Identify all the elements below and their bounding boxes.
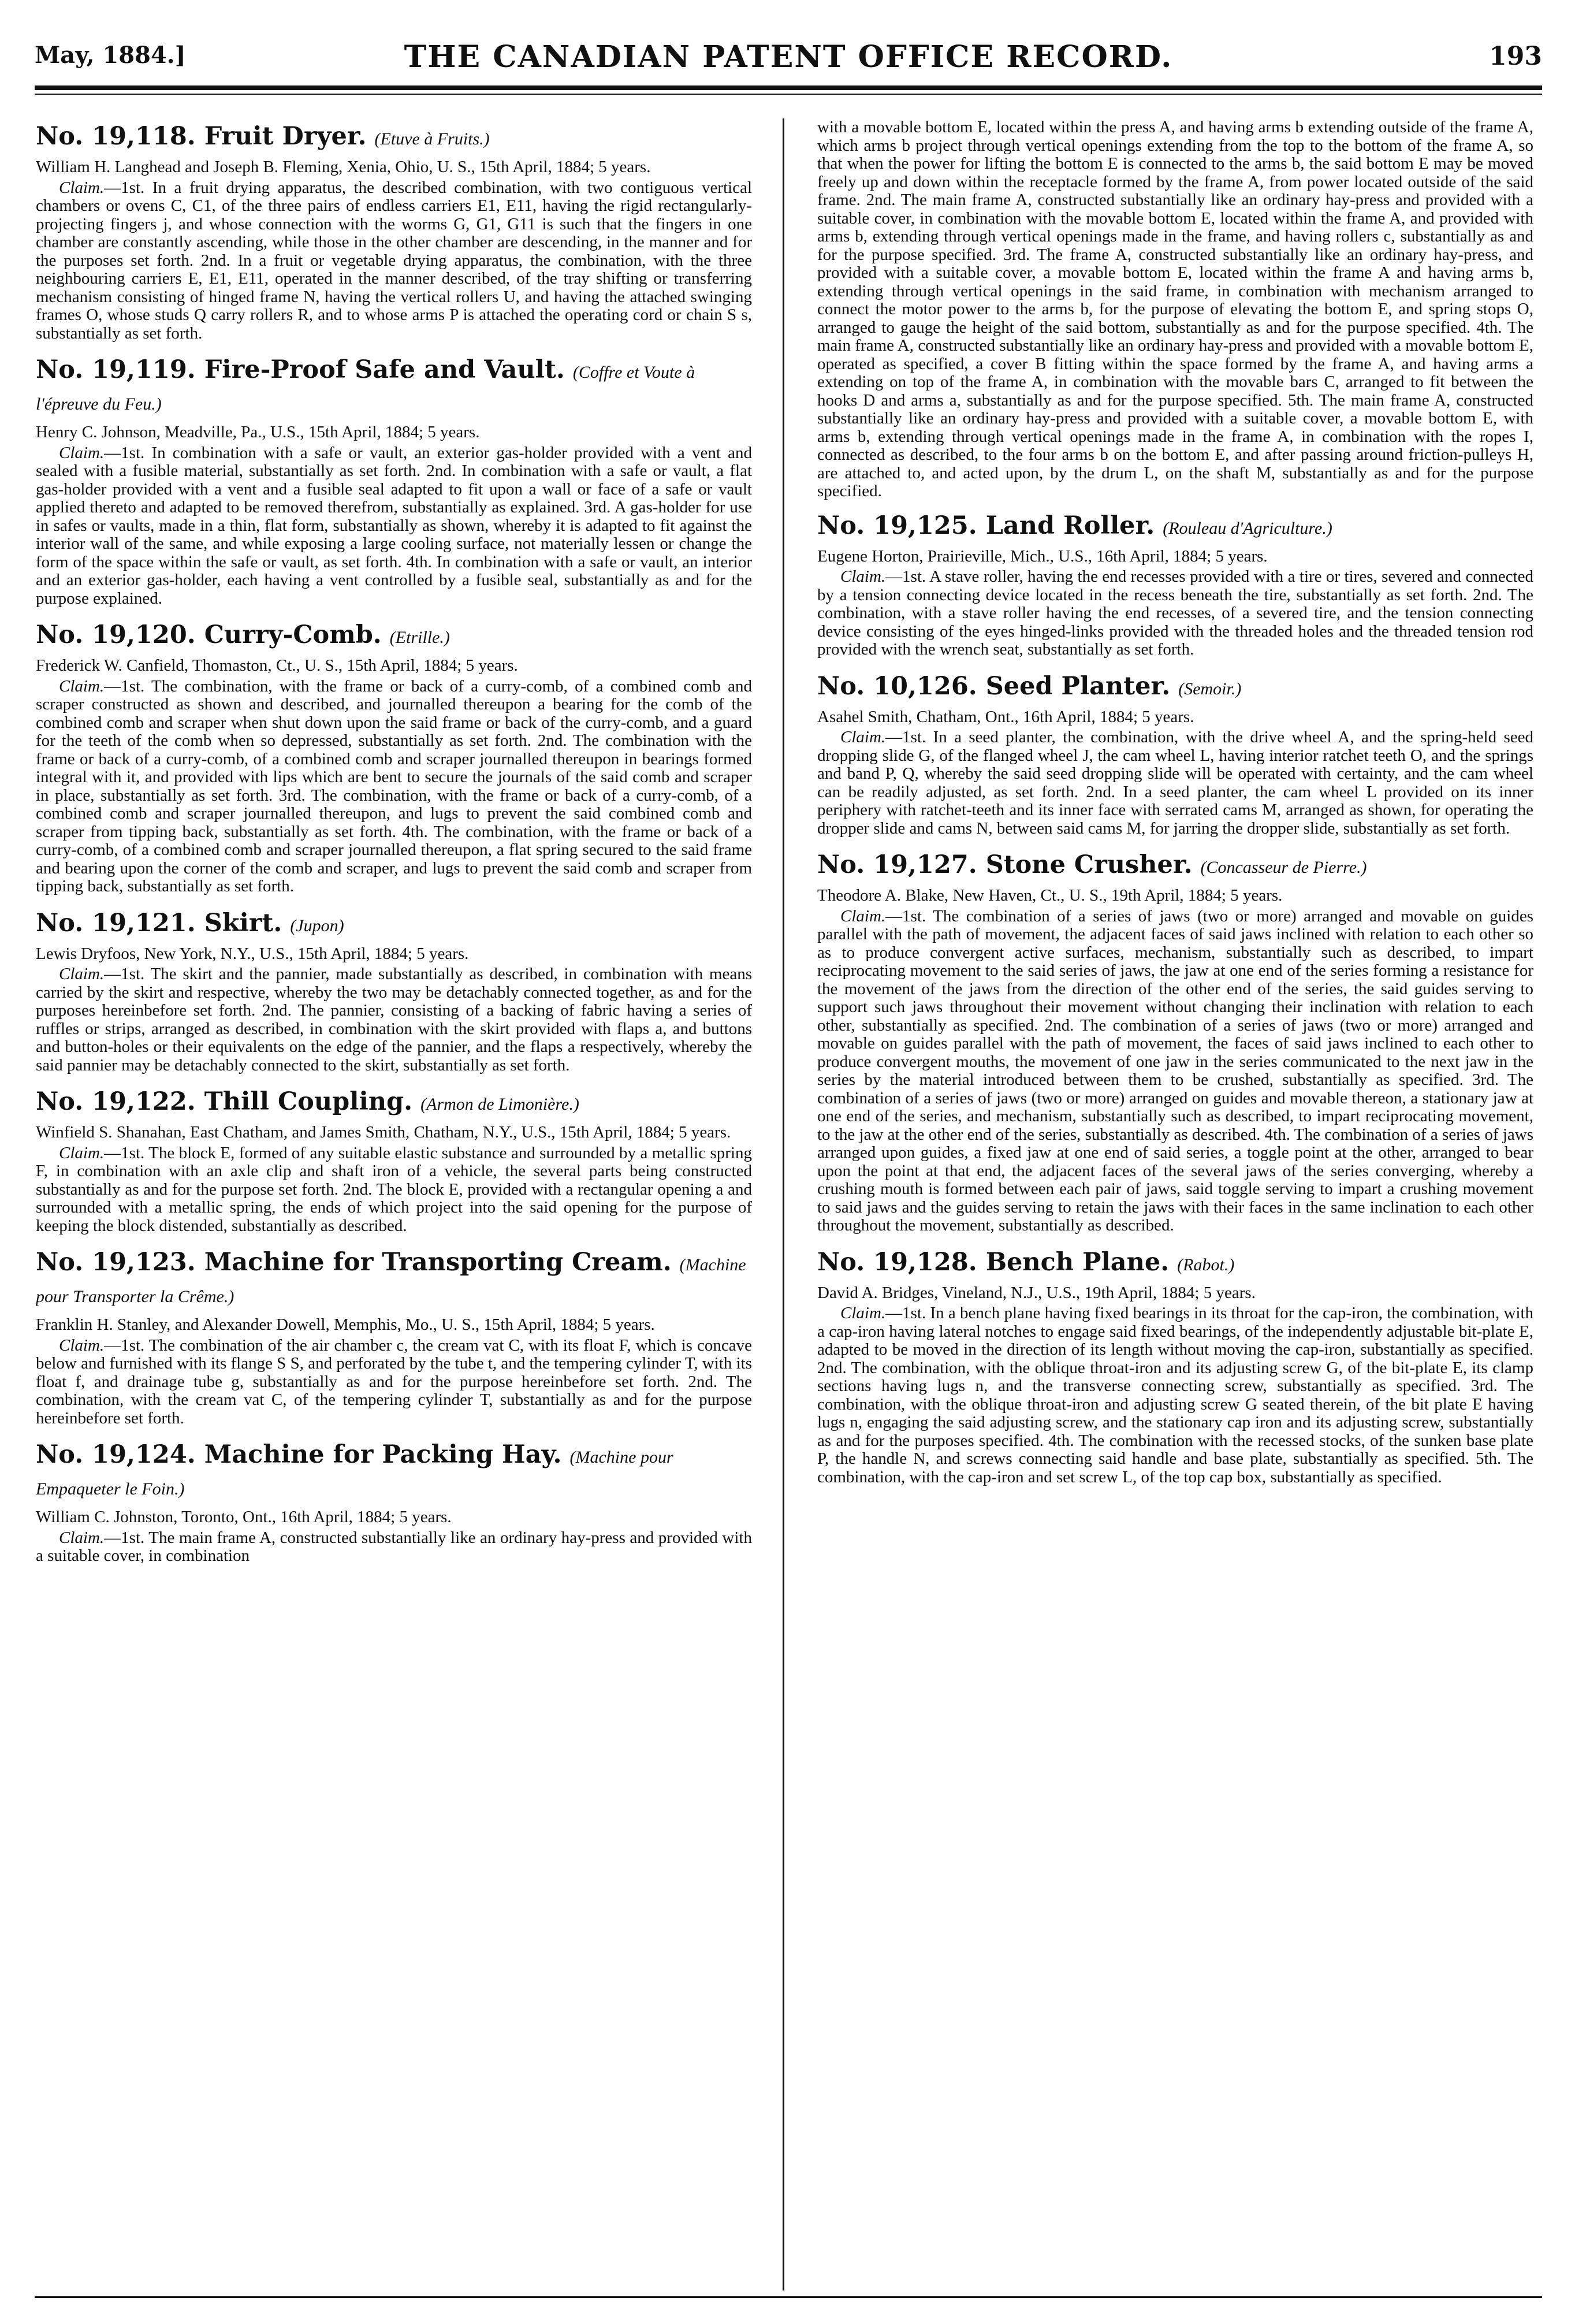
patent-inventors: Eugene Horton, Prairieville, Mich., U.S., 16th April, 1884; 5 years. <box>817 546 1268 566</box>
patent-number: No. 19,127. <box>817 850 977 879</box>
claim-label: Claim. <box>59 676 105 696</box>
patent-heading <box>36 620 752 652</box>
patent-name: Fruit Dryer. <box>204 122 367 151</box>
patent-entry <box>36 122 752 343</box>
patent-entry <box>817 672 1533 838</box>
patent-inventors: David A. Bridges, Vineland, N.J., U.S., 19th April, 1884; 5 years. <box>817 1283 1256 1302</box>
patent-name: Land Roller. <box>985 511 1155 540</box>
claim-label: Claim. <box>59 443 105 462</box>
claim-label: Claim. <box>59 965 105 983</box>
left-column <box>36 118 752 2290</box>
claim-text: —1st. The combination of a series of jaws (two or more) arranged and movable on guides parallel with the path of movement, the adjacent faces of said jaws inclined with relation to each other so as to produce convergent active surfaces, mechanism, substantially such as described, to impart reciprocating movement to the said series of jaws, the jaw at one end of the series forming a resistance for the movement of the jaws from the direction of the other end of the series, the said guides serving to support such jaws throughout their movement without changing their inclination with relation to each other, substantially as specified. 2nd. The combination of a series of jaws (two or more) arranged and movable on guides parallel with the path of movement, the faces of said jaws inclined to each other to produce convergent mouths, the movement of one jaw in the series communicated to the next jaw in the series by the material introduced between them to be crushed, substantially as specified. 3rd. The combination of a series of jaws (two or more) arranged on guides and movable thereon, a stationary jaw at one end of the series, and mechanism, substantially such as described, to impart reciprocating movement, to the jaw at the other end of the series, substantially as described. 4th. The combination of a series of jaws arranged upon guides, a fixed jaw at one end of said series, a toggle point at the other, arranged to bear upon the point at that end, the adjacent faces of the several jaws of the series converging, whereby a crushing mouth is formed between each pair of jaws, said toggle serving to impart a crushing movement to said jaws and the guides serving to retain the jaws with their faces in the same inclination to each other throughout the movement, substantially as described. <box>817 906 1533 1234</box>
patent-claim <box>817 568 1533 659</box>
patent-french-name: (Rabot.) <box>1177 1255 1235 1274</box>
claim-text: —1st. A stave roller, having the end recesses provided with a tire or tires, severed and connected by a tension connecting device located in the recess beneath the tire, substantially as set forth. 2nd. The combination, with a stave roller having the end recesses, of a severed tire, and the tension connecting device consisting of the eyes hinged-links provided with the threaded holes and the threaded tension rod provided with the wrench seat, substantially as set forth. <box>817 567 1533 659</box>
patent-name: Machine for Transporting Cream. <box>204 1248 672 1277</box>
patent-french-name: (Coffre et Voute à l'épreuve du Feu.) <box>36 363 695 414</box>
claim-text: —1st. In a fruit drying apparatus, the described combination, with two contiguous vertical chambers or ovens C, C1, of the three pairs of endless carriers E1, E11, having the rigid rectangularly-projecting fingers j, and whose connection with the worms G, G1, G11 is such that the fingers in one chamber are constantly ascending, while those in the other chamber are descending, in the manner and for the purposes set forth. 2nd. In a fruit or vegetable drying apparatus, the combination, with the three neighbouring carriers E, E1, E11, operated in the manner described, of the tray shifting or transferring mechanism consisting of hinged frame N, having the vertical rollers U, and having the attached swinging frames O, whose studs Q carry rollers R, and to whose arms P is attached the operating cord or chain S s, substantially as set forth. <box>36 178 752 343</box>
claim-label: Claim. <box>59 178 105 197</box>
patent-number: No. 19,124. <box>36 1440 196 1469</box>
patent-claim <box>817 908 1533 1235</box>
patent-number: No. 19,121. <box>36 908 196 938</box>
claim-label: Claim. <box>59 1528 105 1547</box>
patent-claim <box>36 179 752 343</box>
patent-claim <box>817 728 1533 838</box>
patent-french-name: (Etrille.) <box>389 628 450 647</box>
issue-date: May, 1884.] <box>35 42 186 69</box>
patent-heading <box>36 1087 752 1119</box>
patent-name: Bench Plane. <box>985 1247 1170 1277</box>
claim-text: —1st. In a bench plane having fixed bearings in its throat for the cap-iron, the combination, with a cap-iron having lateral notches to engage said fixed bearings, of the independently adjustable bit-plate E, adapted to be moved in the direction of its length without moving the cap-iron, substantially as specified. 2nd. The combination, with the oblique throat-iron and its adjusting screw G, of the bit-plate E, its clamp sections having lugs n, and the transverse connecting screw, substantially as specified. 3rd. The combination, with the oblique throat-iron and adjusting screw G seated therein, of the bit plate E having lugs n, engaging the said adjusting screw, and the stationary cap iron and its adjusting screw, substantially as and for the purposes specified. 4th. The combination with the recessed stocks, of the sunken base plate P, the handle N, and screws connecting said handle and base plate, substantially as specified. 5th. The combination, with the cap-iron and set screw L, of the top cap box, substantially as specified. <box>817 1304 1533 1486</box>
patent-french-name: (Rouleau d'Agriculture.) <box>1163 518 1332 538</box>
patent-name: Seed Planter. <box>985 671 1171 701</box>
patent-number: No. 19,120. <box>36 620 196 649</box>
patent-entry <box>817 511 1533 659</box>
patent-heading <box>36 122 752 154</box>
patent-entry <box>36 909 752 1075</box>
claim-text: —1st. The skirt and the pannier, made substantially as described, in combination with means carried by the skirt and respective, whereby the two may be detachably connected together, as and for the purposes hereinbefore set forth. 2nd. The pannier, consisting of a backing of fabric having a series of ruffles or strips, arranged as described, in combination with the skirt provided with flaps a, and buttons and button-holes or their equivalents on the edge of the pannier, and the flaps a respectively, whereby the said pannier may be detachably connected to the skirt, substantially as set forth. <box>36 965 752 1074</box>
patent-name: Machine for Packing Hay. <box>204 1440 562 1469</box>
claim-text: —1st. The block E, formed of any suitable elastic substance and surrounded by a metallic spring F, in combination with an axle clip and shaft iron of a vehicle, the several parts being constructed substantially as and for the purpose set forth. 2nd. The block E, provided with a rectangular opening a and surrounded with a metallic spring, the ends of which project into the said opening for the purpose of keeping the block distended, substantially as described. <box>36 1143 752 1235</box>
patent-inventors: Theodore A. Blake, New Haven, Ct., U. S., 19th April, 1884; 5 years. <box>817 886 1283 905</box>
patent-heading <box>36 1440 752 1504</box>
patent-name: Fire-Proof Safe and Vault. <box>204 355 565 384</box>
patent-entry <box>36 1087 752 1235</box>
patent-name: Thill Coupling. <box>204 1087 413 1116</box>
claim-text: —1st. The combination of the air chamber c, the cream vat C, with its float F, which is concave below and furnished with its flange S S, and perforated by the tube t, and the tempering cylinder T, with its float f, and drainage tube g, substantially as and for the purpose hereinbefore set forth. 2nd. The combination, with the cream vat C, of the tempering cylinder T, substantially as and for the purpose hereinbefore set forth. <box>36 1336 752 1427</box>
header-rule-thick <box>35 85 1542 90</box>
patent-entry <box>36 1248 752 1427</box>
claim-label: Claim. <box>840 1304 886 1322</box>
patent-inventors: William H. Langhead and Joseph B. Fleming, Xenia, Ohio, U. S., 15th April, 1884; 5 years. <box>36 158 651 176</box>
patent-number: No. 19,123. <box>36 1248 196 1277</box>
patent-number: No. 10,126. <box>817 671 977 701</box>
patent-heading <box>36 1248 752 1311</box>
patent-name: Stone Crusher. <box>985 850 1193 879</box>
right-column <box>817 118 1533 2290</box>
patent-entry <box>36 355 752 608</box>
patent-inventors: Asahel Smith, Chatham, Ont., 16th April, 1884; 5 years. <box>817 707 1194 726</box>
patent-number: No. 19,119. <box>36 355 196 384</box>
patent-claim <box>36 444 752 608</box>
claim-label: Claim. <box>59 1336 105 1355</box>
patent-name: Skirt. <box>204 908 282 938</box>
publication-title: THE CANADIAN PATENT OFFICE RECORD. <box>404 39 1173 75</box>
patent-heading <box>36 355 752 419</box>
patent-entry <box>817 850 1533 1235</box>
patent-french-name: (Jupon) <box>290 916 344 935</box>
claim-text: —1st. In combination with a safe or vault, an exterior gas-holder provided with a vent and sealed with a fusible material, substantially as set forth. 2nd. In combination with a safe or vault, a flat gas-holder provided with a vent and a fusible seal adapted to fit upon a wall or face of a safe or vault applied thereto and adapted to be removed therefrom, substantially as explained. 3rd. A gas-holder for use in safes or vaults, made in a thin, flat form, substantially as shown, whereby it is adapted to fit against the interior wall of the same, and while exposing a large cooling surface, not materially lessen or change the form of the space within the safe or vault, as set forth. 4th. In combination with a safe or vault, an interior and an exterior gas-holder, each having a vent controlled by a fusible seal, substantially as and for the purpose explained. <box>36 443 752 608</box>
claim-text: —1st. The combination, with the frame or back of a curry-comb, of a combined comb and scraper constructed as shown and described, and journalled thereupon a bearing for the comb of the combined comb and scraper when shut down upon the said frame or back of the curry-comb, and a guard for the teeth of the comb when so depressed, substantially as set forth. 2nd. The combination with the frame or back of a curry-comb, of a combined comb and scraper journalled thereupon in bearings formed integral with it, and provided with lips which are bent to secure the journals of the said comb and scraper in place, substantially as set forth. 3rd. The combination, with the frame or back of a curry-comb, of a combined comb and scraper journalled thereupon, and lugs to prevent the said combined comb and scraper from tipping back, substantially as set forth. 4th. The combination, with the frame or back of a curry-comb, of a combined comb and scraper journalled thereupon, a flat spring secured to the said frame and bearing upon the corner of the comb and scraper, and lugs to prevent the said comb and scraper from tipping back, substantially as set forth. <box>36 676 752 895</box>
patent-entry <box>817 1248 1533 1487</box>
patent-french-name: (Concasseur de Pierre.) <box>1200 858 1367 877</box>
patent-heading <box>36 909 752 940</box>
patent-claim <box>36 1529 752 1566</box>
continued-claim-text: with a movable bottom E, located within the press A, and having arms b extending outside of the frame A, which arms b project through vertical openings extending from the top to the bottom of the frame A, so that when the power for lifting the bottom E is connected to the arms b, the said bottom E may be moved freely up and down within the receptacle formed by the frame A, from power located outside of the said frame. 2nd. The main frame A, constructed substantially like an ordinary hay-press and provided with a suitable cover, in combination with the movable bottom E, located within the frame A, and provided with arms b, extending through vertical openings made in the frame, and having rollers c, substantially as and for the purpose specified. 3rd. The frame A, constructed substantially like an ordinary hay-press, and provided with a suitable cover, a movable bottom E, located within the frame A and having arms b, extending through vertical openings in the said frame, in combination with mechanism arranged to connect the motor power to the arms b, for the purpose of elevating the bottom E, and spring stops O, arranged to gauge the height of the said bottom, substantially as and for the purpose specified. 4th. The main frame A, constructed substantially like an ordinary hay-press and provided with a movable bottom E, operated as specified, a cover B fitting within the space formed by the frame A, and having arms a extending on top of the frame A, in combination with the movable bars C, arranged to fit between the hooks D and arms a, substantially as and for the purpose specified. 5th. The main frame A, constructed substantially like an ordinary hay-press and provided with a suitable cover, a movable bottom E, with arms b, extending through vertical openings made in the frame A, in combination with the ropes I, connected as described, to the four arms b on the bottom E, and after passing around friction-pulleys H, are attached to, and acted upon, by the drum L, on the shaft M, substantially as and for the purpose specified. <box>817 118 1533 500</box>
patent-claim <box>36 1144 752 1236</box>
patent-french-name: (Etuve à Fruits.) <box>374 129 490 148</box>
patent-inventors: Frederick W. Canfield, Thomaston, Ct., U. S., 15th April, 1884; 5 years. <box>36 656 518 675</box>
patent-claim <box>36 1337 752 1428</box>
patent-heading <box>817 850 1533 882</box>
patent-heading <box>817 1248 1533 1280</box>
patent-claim <box>36 965 752 1074</box>
patent-number: No. 19,118. <box>36 122 196 151</box>
patent-number: No. 19,128. <box>817 1247 977 1277</box>
patent-number: No. 19,125. <box>817 511 977 540</box>
patent-entry <box>36 1440 752 1566</box>
patent-heading <box>817 672 1533 704</box>
column-divider <box>783 118 784 2290</box>
claim-label: Claim. <box>840 728 886 746</box>
claim-text: —1st. The main frame A, constructed substantially like an ordinary hay-press and provided with a suitable cover, in combination <box>36 1528 752 1565</box>
claim-label: Claim. <box>840 567 886 586</box>
patent-inventors: Franklin H. Stanley, and Alexander Dowell, Memphis, Mo., U. S., 15th April, 1884; 5 years. <box>36 1315 655 1334</box>
patent-claim <box>817 1304 1533 1486</box>
right-entries <box>817 511 1533 1487</box>
patent-inventors: Henry C. Johnson, Meadville, Pa., U.S., 15th April, 1884; 5 years. <box>36 423 480 441</box>
patent-french-name: (Machine pour Transporter la Crême.) <box>36 1255 746 1306</box>
patent-french-name: (Armon de Limonière.) <box>420 1095 579 1114</box>
patent-number: No. 19,122. <box>36 1087 196 1116</box>
claim-label: Claim. <box>840 906 886 925</box>
patent-heading <box>817 511 1533 543</box>
patent-french-name: (Semoir.) <box>1178 679 1242 698</box>
patent-inventors: Winfield S. Shanahan, East Chatham, and James Smith, Chatham, N.Y., U.S., 15th April, 1884; 5 years. <box>36 1123 731 1141</box>
patent-name: Curry-Comb. <box>204 620 382 649</box>
claim-text: —1st. In a seed planter, the combination, with the drive wheel A, and the spring-held seed dropping slide G, of the flanged wheel J, the cam wheel L, having interior ratchet teeth O, and the springs and band P, Q, whereby the said seed dropping slide will be operated with certainty, and the cam wheel can be readily adjusted, as set forth. 2nd. In a seed planter, the cam wheel L provided on its inner periphery with ratchet-teeth and its inner face with serrated cams M, arranged as shown, for operating the dropper slide and cams N, between said cams M, for jarring the dropper slide, substantially as set forth. <box>817 728 1533 838</box>
page-number: 193 <box>1489 42 1542 71</box>
patent-claim <box>36 678 752 896</box>
patent-french-name: (Machine pour Empaqueter le Foin.) <box>36 1448 673 1498</box>
patent-inventors: William C. Johnston, Toronto, Ont., 16th April, 1884; 5 years. <box>36 1508 452 1526</box>
patent-inventors: Lewis Dryfoos, New York, N.Y., U.S., 15th April, 1884; 5 years. <box>36 944 469 963</box>
footer-rule <box>35 2296 1542 2298</box>
claim-label: Claim. <box>59 1143 105 1162</box>
header-rule-thin <box>35 94 1542 95</box>
patent-entry <box>36 620 752 896</box>
